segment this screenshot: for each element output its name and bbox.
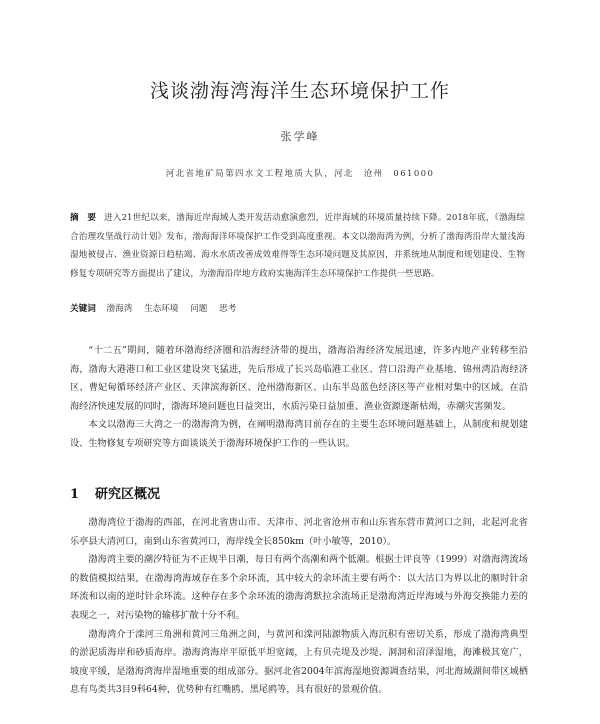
author-affiliation: 河北省地矿局第四水文工程地质大队，河北 沧州 061000 <box>165 169 435 179</box>
section-title: 研究区概况 <box>95 487 161 502</box>
abstract <box>70 209 525 283</box>
introduction <box>70 342 528 454</box>
keywords-label: 关键词 <box>70 304 96 314</box>
keyword: 思考 <box>219 304 237 314</box>
body-paragraph: 渤海湾介于滦河三角洲和黄河三角洲之间，与黄河和滦河陆源物质入海沉积有密切关系，形成了渤海湾典型的淤泥质海岸和砂质海岸。渤海湾海岸平原低平坦宽阔，上有贝壳堤及沙堤、洞洞和沼泽湿地，海滩极其宽广，坡度平缓，是渤海湾海岸湿地重要的组成部分。据河北省2004年滨海湿地资源调查结果，河北海域湖间带区域栖息有鸟类共3目9科64种，优势种有红嘴鸥、黑尾鸥等，具有很好的景观价值。 <box>70 628 528 696</box>
body-paragraph: 渤海湾位于渤海的西部，在河北省唐山市、天津市、河北省沧州市和山东省东营市黄河口之间，北起河北省乐亭县大清河口，南到山东省黄河口，海岸线全长850km（叶小敏等，2010）。 <box>70 517 528 547</box>
keyword: 渤海湾 <box>106 304 133 314</box>
section-heading <box>70 483 160 502</box>
body-paragraph: 渤海湾主要的潮汐特征为不正规半日潮，每日有两个高潮和两个低潮。根据士评良等（1999）对渤海湾流场的数值模拟结果，在渤海湾海域存在多个余环流，其中较大的余环流主要有两个：以大沽口为界以北的顺时针余环流和以南的逆时针余环流。这种存在多个余环流的渤海湾默拉余流场正是渤海湾近岸海域与外海交换能力差的表现之一，对污染物的输移扩散十分不利。 <box>70 554 528 621</box>
paper-author: 张学峰 <box>280 130 320 143</box>
body-paragraph: 本文以渤海三大湾之一的渤海湾为例，在阐明渤海湾目前存在的主要生态环境问题基础上，从制度和规划建设、生物修复专项研究等方面谈谈关于渤海环境保护工作的一些认识。 <box>70 419 528 449</box>
paper-title: 浅谈渤海湾海洋生态环境保护工作 <box>149 80 450 102</box>
abstract-text: 进入21世纪以来，渤海近岸海域人类开发活动愈演愈烈，近岸海域的环境质量持续下降。2018年底，《渤海综合治理攻坚战行动计划》发布，渤海海洋环境保护工作受到高度重视。本文以渤海湾为例，分析了渤海湾沿岸大量浅海湿地被侵占、渔业资源日趋枯竭、海水水质改善成效难得等生态环境问题及其原因，并系统地从制度和规划建设、生物修复专项研究等方面提出了建议，为渤海沿岸地方政府实施海洋生态环境保护工作提供一些思路。 <box>70 213 525 279</box>
section-body <box>70 514 528 700</box>
keyword: 问题 <box>190 304 208 314</box>
body-paragraph: “十二五”期间，随着环渤海经济圈和沿海经济带的提出，渤海沿海经济发展迅速，许多内地产业转移至沿海，渤海大港港口和工业区建设突飞猛进，先后形成了长兴岛临港工业区、营口沿海产业基地、锦州湾沿海经济区、曹妃甸循环经济产业区、天津滨海新区、沧州渤海新区、山东半岛蓝色经济区等产业相对集中的区域。在沿海经济快速发展的同时，渤海环境问题也日益突出，水质污染日益加重、渔业资源逐渐枯竭，赤潮灾害频发。 <box>70 345 528 412</box>
section-number: 1 <box>70 487 80 502</box>
keyword: 生态环境 <box>144 304 179 314</box>
abstract-label: 摘 要 <box>70 213 97 223</box>
keywords <box>70 302 525 316</box>
